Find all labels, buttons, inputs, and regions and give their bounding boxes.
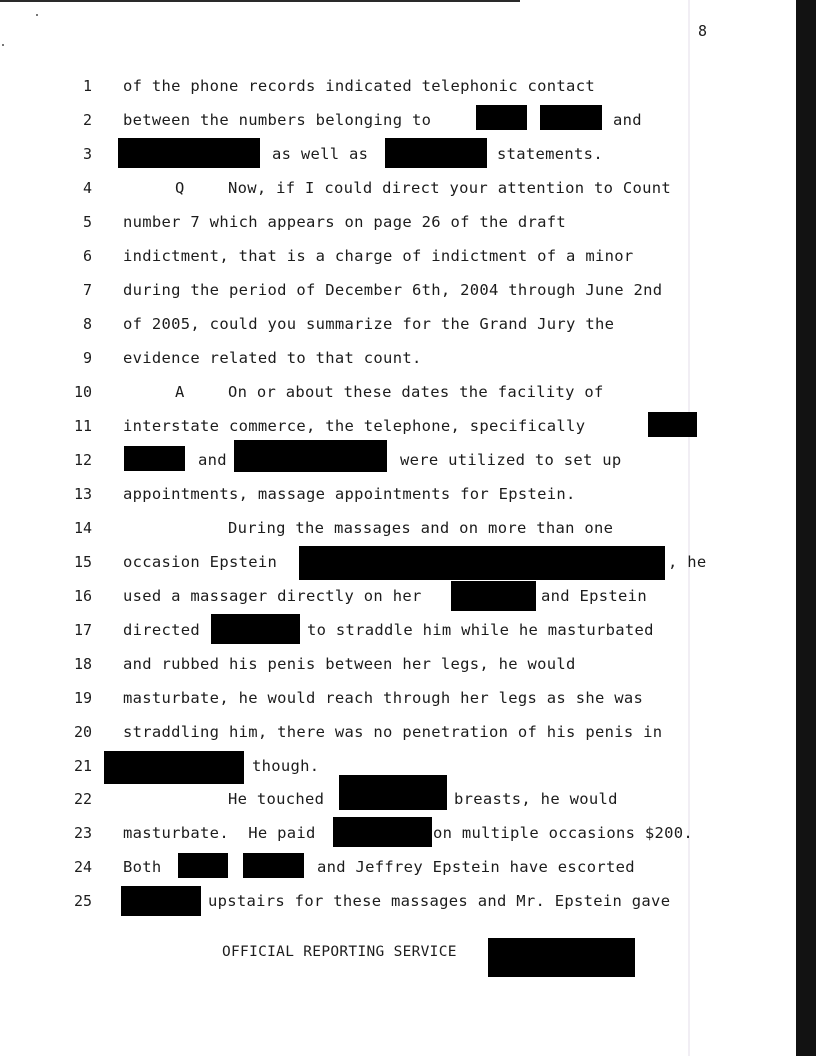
line-number: 24 bbox=[73, 858, 92, 876]
line-number: 22 bbox=[73, 790, 92, 808]
redaction-block bbox=[339, 775, 447, 810]
line-number: 25 bbox=[73, 892, 92, 910]
line-number: 7 bbox=[82, 281, 92, 299]
line-number: 20 bbox=[73, 723, 92, 741]
transcript-text: used a massager directly on her bbox=[123, 587, 422, 605]
redaction-block bbox=[476, 105, 527, 130]
page-number: 8 bbox=[698, 22, 708, 40]
transcript-text: breasts, he would bbox=[454, 790, 618, 808]
redaction-block bbox=[385, 138, 487, 168]
transcript-text: directed bbox=[123, 621, 201, 639]
line-number: 9 bbox=[82, 349, 92, 367]
transcript-text: were utilized to set up bbox=[400, 451, 622, 469]
transcript-text: and rubbed his penis between her legs, he would bbox=[123, 655, 576, 673]
transcript-text: of the phone records indicated telephonic contact bbox=[123, 77, 595, 95]
transcript-text: occasion Epstein bbox=[123, 553, 278, 571]
transcript-text: straddling him, there was no penetration of his penis in bbox=[123, 723, 663, 741]
line-number: 3 bbox=[82, 145, 92, 163]
redaction-block bbox=[299, 546, 665, 580]
line-number: 19 bbox=[73, 689, 92, 707]
scan-speck bbox=[36, 14, 38, 16]
transcript-text: Both bbox=[123, 858, 162, 876]
transcript-text: to straddle him while he masturbated bbox=[307, 621, 654, 639]
line-number: 8 bbox=[82, 315, 92, 333]
top-rule bbox=[0, 0, 520, 2]
transcript-text: on multiple occasions $200. bbox=[433, 824, 694, 842]
line-number: 2 bbox=[82, 111, 92, 129]
transcript-text: and bbox=[613, 111, 642, 129]
line-number: 21 bbox=[73, 757, 92, 775]
line-number: 17 bbox=[73, 621, 92, 639]
line-number: 18 bbox=[73, 655, 92, 673]
redaction-block bbox=[104, 751, 244, 784]
line-number: 6 bbox=[82, 247, 92, 265]
transcript-text: statements. bbox=[497, 145, 603, 163]
line-number: 14 bbox=[73, 519, 92, 537]
line-number: 12 bbox=[73, 451, 92, 469]
transcript-text: and Jeffrey Epstein have escorted bbox=[317, 858, 635, 876]
right-margin-rule bbox=[688, 0, 690, 1056]
transcript-text: Now, if I could direct your attention to Count bbox=[228, 179, 672, 197]
line-number: 15 bbox=[73, 553, 92, 571]
transcript-text: indictment, that is a charge of indictment of a minor bbox=[123, 247, 634, 265]
redaction-block bbox=[124, 446, 185, 471]
transcript-text: and Epstein bbox=[541, 587, 647, 605]
transcript-text: appointments, massage appointments for Epstein. bbox=[123, 485, 576, 503]
line-number: 5 bbox=[82, 213, 92, 231]
redaction-block bbox=[333, 817, 432, 847]
line-number: 11 bbox=[73, 417, 92, 435]
redaction-block bbox=[178, 853, 228, 878]
transcript-text: upstairs for these massages and Mr. Epstein gave bbox=[208, 892, 671, 910]
redaction-block bbox=[451, 581, 536, 611]
line-number: 4 bbox=[82, 179, 92, 197]
line-number: 23 bbox=[73, 824, 92, 842]
redaction-block bbox=[211, 614, 300, 644]
line-number: 1 bbox=[82, 77, 92, 95]
reporting-service-footer: OFFICIAL REPORTING SERVICE bbox=[222, 944, 457, 960]
transcript-text: though. bbox=[252, 757, 320, 775]
transcript-text: masturbate, he would reach through her legs as she was bbox=[123, 689, 644, 707]
redaction-block bbox=[121, 886, 201, 916]
transcript-text: between the numbers belonging to bbox=[123, 111, 432, 129]
transcript-text: On or about these dates the facility of bbox=[228, 383, 604, 401]
transcript-text: A bbox=[175, 383, 185, 401]
redaction-block bbox=[118, 138, 260, 168]
redaction-block bbox=[234, 440, 387, 472]
transcript-text: , he bbox=[668, 553, 707, 571]
line-number: 16 bbox=[73, 587, 92, 605]
transcript-text: During the massages and on more than one bbox=[228, 519, 614, 537]
transcript-text: masturbate. He paid bbox=[123, 824, 316, 842]
transcript-text: Q bbox=[175, 179, 185, 197]
transcript-text: number 7 which appears on page 26 of the draft bbox=[123, 213, 567, 231]
transcript-text: He touched bbox=[228, 790, 325, 808]
transcript-text: during the period of December 6th, 2004 through June 2nd bbox=[123, 281, 663, 299]
redaction-block bbox=[648, 412, 697, 437]
transcript-text: as well as bbox=[272, 145, 369, 163]
transcript-text: of 2005, could you summarize for the Grand Jury the bbox=[123, 315, 615, 333]
line-number: 13 bbox=[73, 485, 92, 503]
transcript-text: and bbox=[198, 451, 227, 469]
line-number: 10 bbox=[73, 383, 92, 401]
redaction-block bbox=[488, 938, 635, 977]
redaction-block bbox=[243, 853, 304, 878]
transcript-text: interstate commerce, the telephone, specifically bbox=[123, 417, 586, 435]
scan-edge bbox=[796, 0, 816, 1056]
redaction-block bbox=[540, 105, 602, 130]
transcript-text: evidence related to that count. bbox=[123, 349, 422, 367]
scan-speck bbox=[2, 44, 4, 46]
